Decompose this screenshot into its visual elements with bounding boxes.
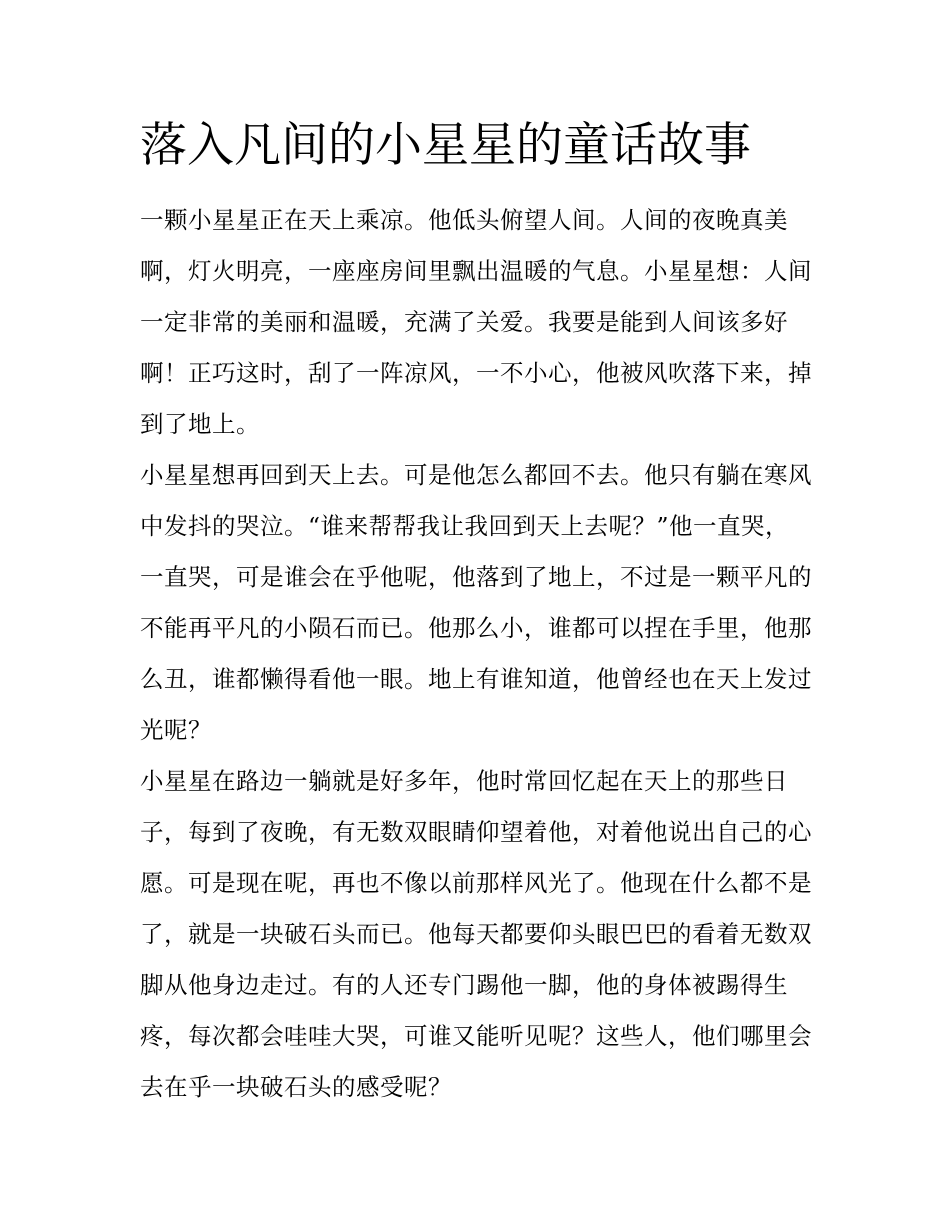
document-title: 落入凡间的小星星的童话故事 xyxy=(140,118,751,173)
paragraph-3: 小星星在路边一躺就是好多年，他时常回忆起在天上的那些日子，每到了夜晚，有无数双眼睛仰望着他，对着他说出自己的心愿。可是现在呢，再也不像以前那样风光了。他现在什么都不是了，就是一块破石头而已。他每天都要仰头眼巴巴的看着无数双脚从他身边走过。有的人还专门踢他一脚，他的身体被踢得生疼，每次都会哇哇大哭，可谁又能听见呢？这些人，他们哪里会去在乎一块破石头的感受呢？ xyxy=(140,767,812,1101)
paragraph-2: 小星星想再回到天上去。可是他怎么都回不去。他只有躺在寒风中发抖的哭泣。“谁来帮帮我让我回到天上去呢？”他一直哭，一直哭，可是谁会在乎他呢，他落到了地上，不过是一颗平凡的不能再平凡的小陨石而已。他那么小，谁都可以捏在手里，他那么丑，谁都懒得看他一眼。地上有谁知道，他曾经也在天上发过光呢？ xyxy=(140,461,812,744)
document-body xyxy=(140,195,812,1113)
paragraph-1: 一颗小星星正在天上乘凉。他低头俯望人间。人间的夜晚真美啊，灯火明亮，一座座房间里飘出温暖的气息。小星星想：人间一定非常的美丽和温暖，充满了关爱。我要是能到人间该多好啊！正巧这时，刮了一阵凉风，一不小心，他被风吹落下来，掉到了地上。 xyxy=(140,206,812,438)
